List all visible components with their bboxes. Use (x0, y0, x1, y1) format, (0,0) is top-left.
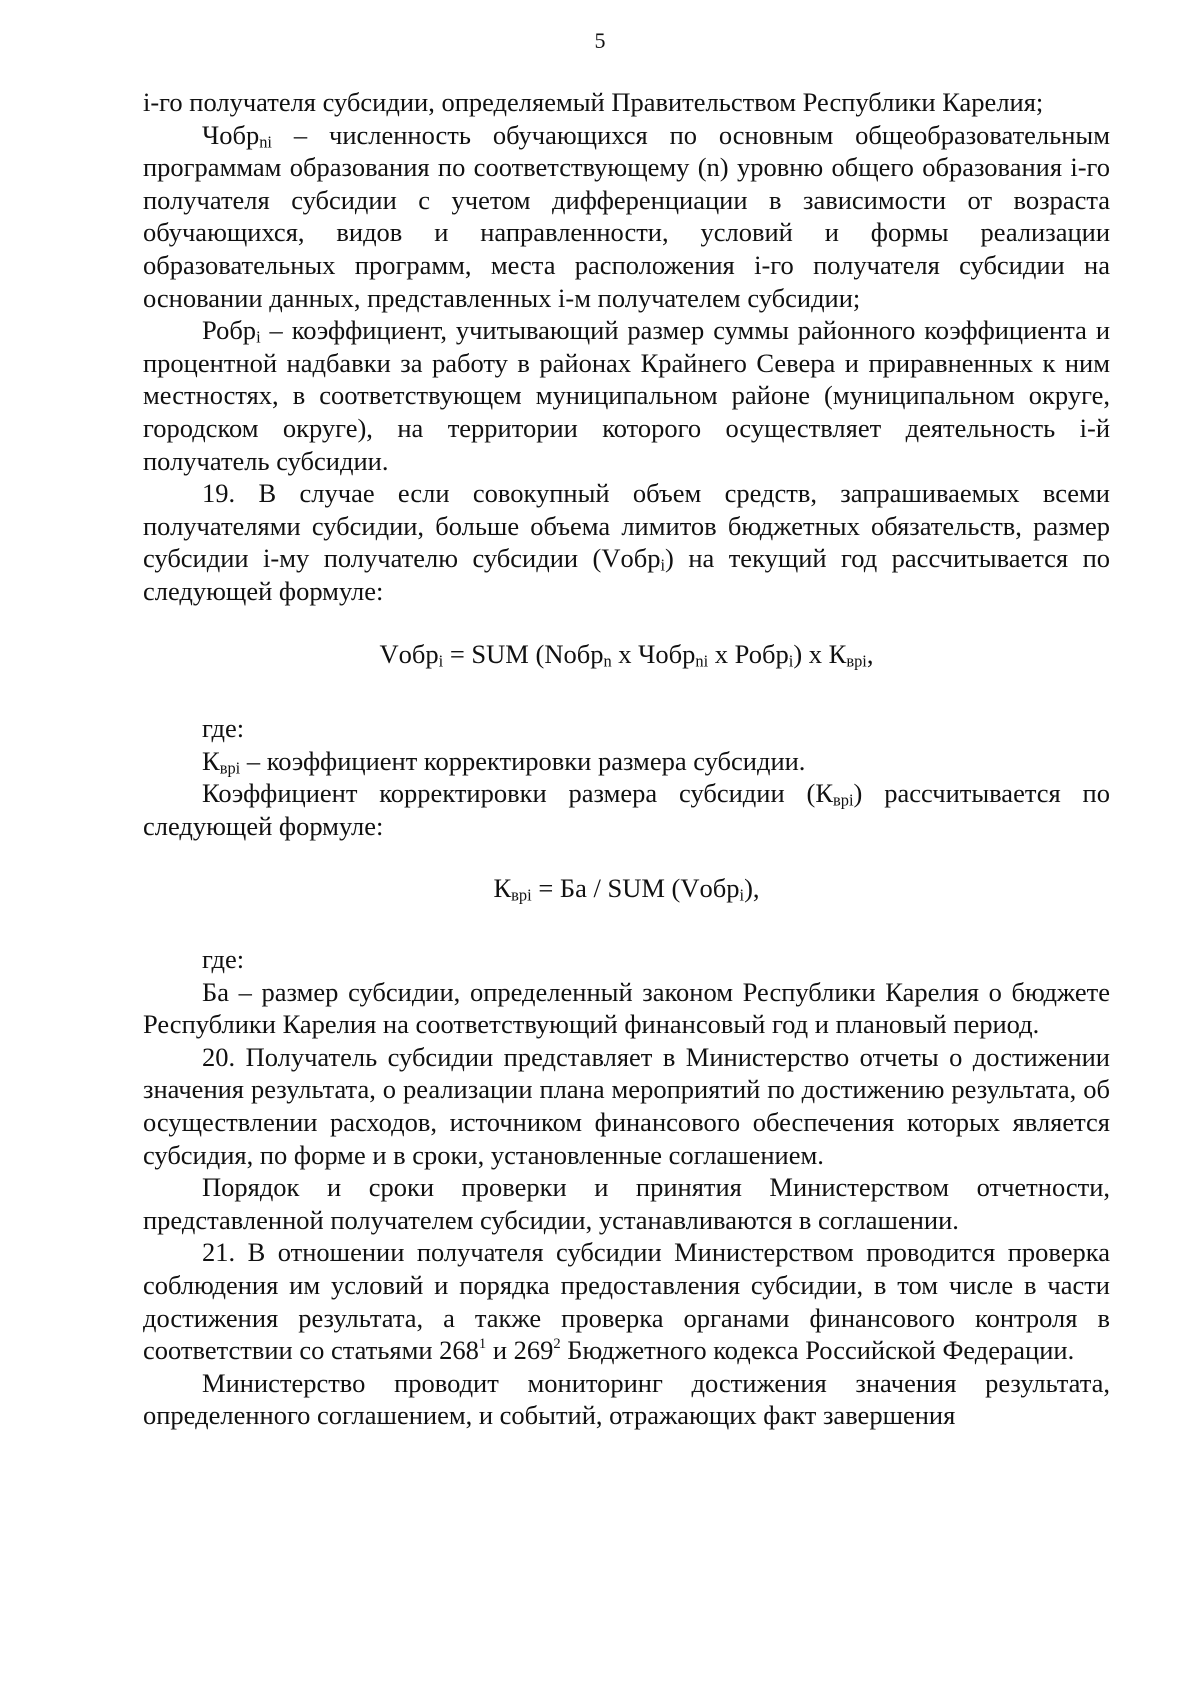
term-robr: Робр (202, 315, 257, 346)
paragraph-clause-20: 20. Получатель субсидии представляет в Министерство отчеты о достижении значения результата, о реализации плана мероприятий по достижению результата, об осуществлении расходов, источником финансового обеспечения которых является субсидия, по форме и в сроки, установленные соглашением. (143, 1041, 1110, 1170)
formula-subscript: i (788, 651, 794, 671)
paragraph-monitoring: Министерство проводит мониторинг достижения значения результата, определенного соглашением, и событий, отражающих факт завершения (143, 1367, 1110, 1431)
paragraph-reporting-procedure: Порядок и сроки проверки и принятия Министерством отчетности, представленной получателем субсидии, устанавливаются в соглашении. (143, 1172, 1110, 1235)
formula-part: Vобр (379, 638, 439, 669)
formula-subscript: n (603, 651, 612, 671)
subscript: i (660, 555, 666, 575)
paragraph-student-count-definition (143, 119, 1110, 315)
formula-subscript: i (438, 651, 444, 671)
formula-part: К (493, 873, 512, 904)
formula-part: x Робр (708, 638, 789, 669)
paragraph-correction-coefficient-formula-intro (143, 777, 1110, 842)
term-kvr-subscript: врi (219, 758, 241, 778)
definition-text: – коэффициент, учитывающий размер суммы районного коэффициента и процентной надбавки за работу в районах Крайнего Севера и приравненных к ним местностях, в соответствующем муниципальном районе (муниципальном округе, городском округе), на территории которого осуществляет деятельность i-й получатель субсидии. (143, 315, 1110, 476)
clause-text: Бюджетного кодекса Российской Федерации. (560, 1335, 1075, 1366)
formula-subscript: i (739, 886, 745, 906)
clause-text: ) рассчитывается по следующей формуле: (143, 778, 1110, 841)
clause-text: ) на текущий год рассчитывается по следующей формуле: (143, 543, 1110, 606)
term-chobr-subscript: ni (259, 132, 272, 152)
paragraph-regional-coefficient-definition (143, 314, 1110, 477)
clause-text: и 269 (486, 1335, 554, 1366)
paragraph-recipient-coefficient-end: i-го получателя субсидии, определяемый Правительством Республики Карелия; (143, 87, 1044, 117)
formula-part: ) x К (793, 638, 847, 669)
formula-part: = SUM (Nобр (443, 638, 604, 669)
formula-part: , (866, 638, 874, 669)
clause-text: 21. В отношении получателя субсидии Министерством проводится проверка соблюдения им условий и порядка предоставления субсидии, в том числе в части достижения результата, а также проверка органами финансового контроля в соответствии со статьями 268 (143, 1237, 1110, 1366)
formula-part: = Ба / SUM (Vобр (531, 873, 740, 904)
paragraph-ba-definition: Ба – размер субсидии, определенный законом Республики Карелия о бюджете Республики Карелия на соответствующий финансовый год и плановый период. (143, 976, 1110, 1040)
paragraph-clause-19 (143, 477, 1110, 607)
formula-subscript: врi (511, 886, 532, 906)
superscript: 1 (478, 1336, 487, 1353)
formula-correction-coefficient (143, 872, 1110, 905)
formula-subsidy-size (143, 638, 1110, 671)
term-robr-subscript: i (256, 327, 261, 347)
paragraph-clause-21 (143, 1236, 1110, 1366)
formula-subscript: врi (846, 651, 867, 671)
paragraph-correction-coefficient-definition (143, 745, 1110, 778)
definition-text: – коэффициент корректировки размера субсидии. (240, 745, 806, 776)
clause-text: Коэффициент корректировки размера субсидии (К (202, 778, 834, 809)
superscript: 2 (553, 1336, 561, 1353)
where-label: где: (202, 944, 245, 975)
term-kvr: К (202, 745, 220, 776)
definition-text: – численность обучающихся по основным общеобразовательным программам образования по соответствующему (n) уровню общего образования i-го получателя субсидии с учетом дифференциации в зависимости от возраста обучающихся, видов и направленности, условий и формы реализации образовательных программ, места расположения i-го получателя субсидии на основании данных, представленных i-м получателем субсидии; (143, 119, 1110, 313)
page-number: 5 (594, 28, 606, 53)
formula-part: ), (744, 873, 760, 904)
formula-part: x Чобр (611, 638, 696, 669)
where-label: где: (202, 713, 245, 744)
term-chobr: Чобр (202, 119, 260, 150)
clause-text: 19. В случае если совокупный объем средств, запрашиваемых всеми получателями субсидии, больше объема лимитов бюджетных обязательств, размер субсидии i-му получателю субсидии (Vобр (143, 478, 1110, 574)
document-body (143, 86, 1110, 1432)
formula-subscript: ni (695, 651, 709, 671)
subscript: врi (833, 790, 854, 810)
